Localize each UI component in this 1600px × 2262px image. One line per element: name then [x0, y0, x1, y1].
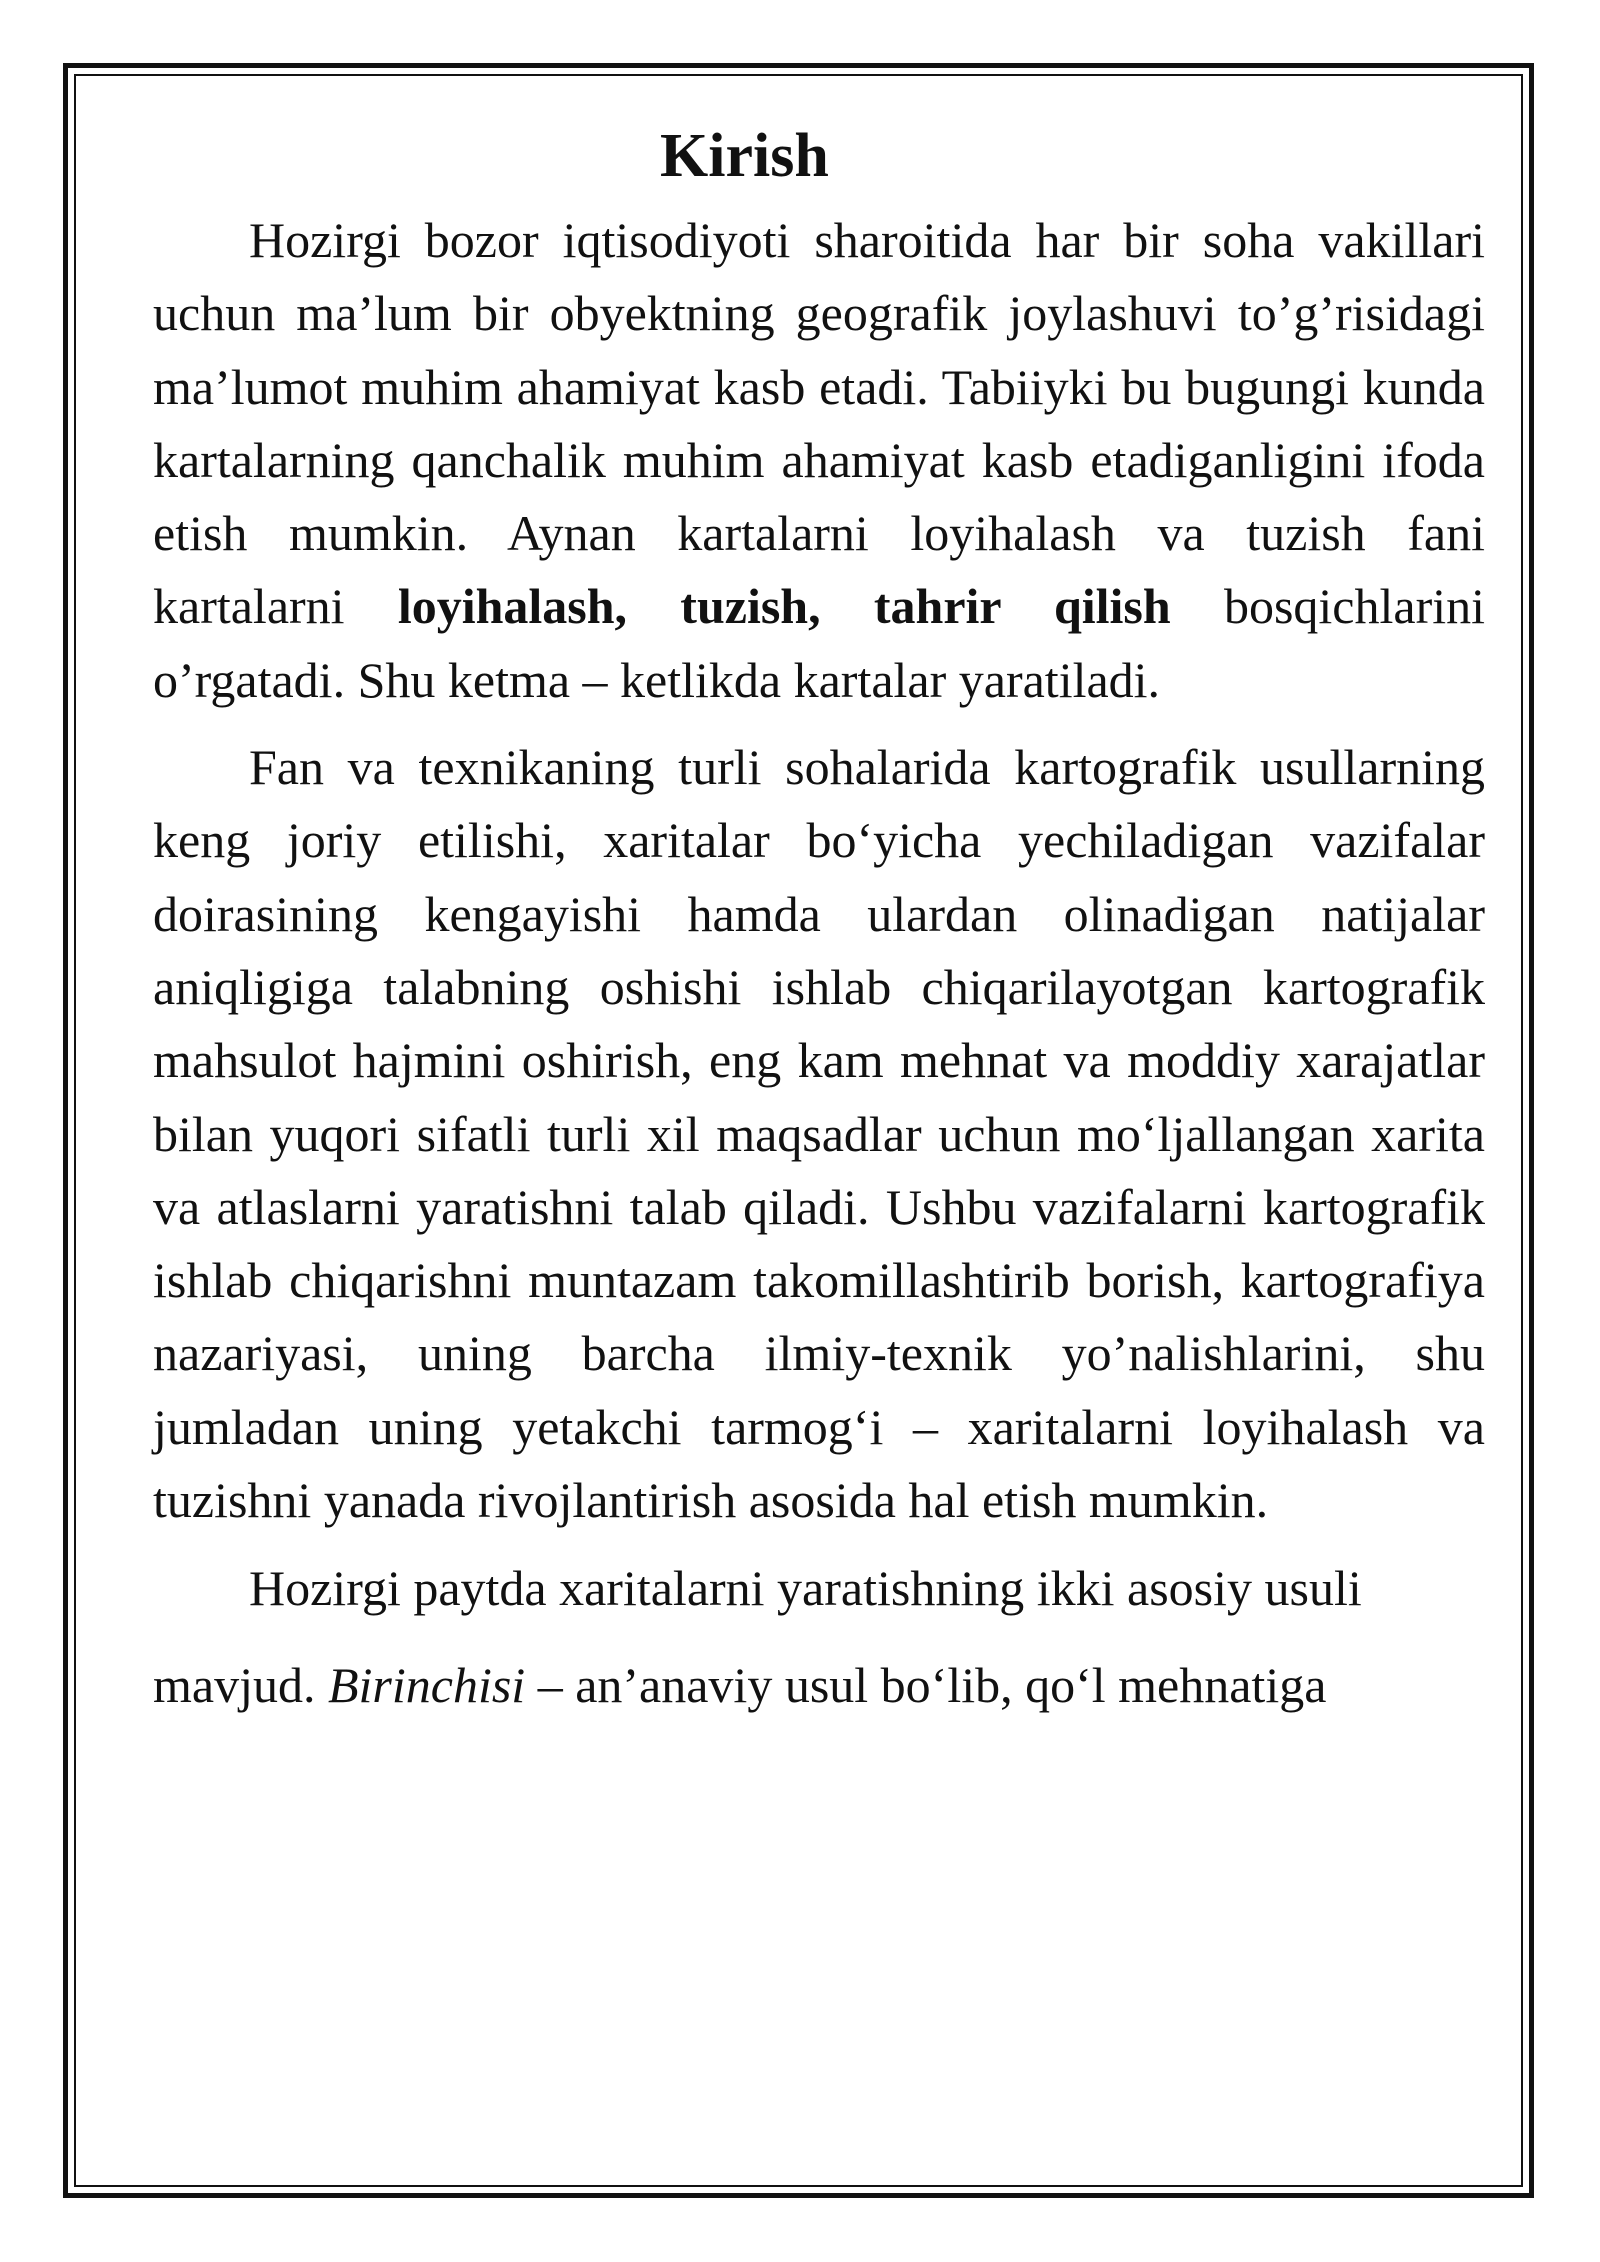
paragraph-continued-text: mavjud.	[153, 1656, 328, 1713]
paragraph-continued-text-end: – an’anaviy usul bo‘lib, qo‘l mehnatiga	[525, 1656, 1327, 1713]
paragraph-intro	[153, 204, 1485, 717]
paragraph-methods: Hozirgi paytda xaritalarni yaratishning ikki asosiy usuli	[249, 1560, 1362, 1617]
paragraph-intro-text-end: bosqichlarini o’rgatadi. Shu ketma – ketlikda kartalar yaratiladi.	[153, 578, 1486, 708]
document-body	[153, 108, 1485, 1722]
bold-phrase: loyihalash, tuzish, tahrir qilish	[397, 578, 1171, 635]
paragraph-cartography: Fan va texnikaning turli sohalarida kartografik usullarning keng joriy etilishi, xaritalar bo‘yicha yechiladigan vazifalar doirasining kengayishi hamda ulardan olinadigan natijalar aniqligiga talabning oshishi ishlab chiqarilayotgan kartografik mahsulot hajmini oshirish, eng kam mehnat va moddiy xarajatlar bilan yuqori sifatli turli xil maqsadlar uchun mo‘ljallangan xarita va atlaslarni yaratishni talab qiladi. Ushbu vazifalarni kartografik ishlab chiqarishni muntazam takomillashtirib borish, kartografiya nazariyasi, uning barcha ilmiy-texnik yo’nalishlarini, shu jumladan uning yetakchi tarmog‘i – xaritalarni loyihalash va tuzishni yanada rivojlantirish asosida hal etish mumkin.	[153, 739, 1485, 1529]
paragraph-intro-text: Hozirgi bozor iqtisodiyoti sharoitida har bir soha vakillari uchun ma’lum bir obyektning geografik joylashuvi to’g’risidagi ma’lumot muhim ahamiyat kasb etadi. Tabiiyki bu bugungi kunda kartalarning qanchalik muhim ahamiyat kasb etadiganligini ifoda etish mumkin. Aynan kartalarni loyihalash va tuzish fani kartalarni	[153, 212, 1485, 635]
document-title: Kirish	[660, 122, 829, 190]
paragraph-methods-continued	[153, 1649, 1485, 1722]
italic-term: Birinchisi	[327, 1656, 526, 1713]
